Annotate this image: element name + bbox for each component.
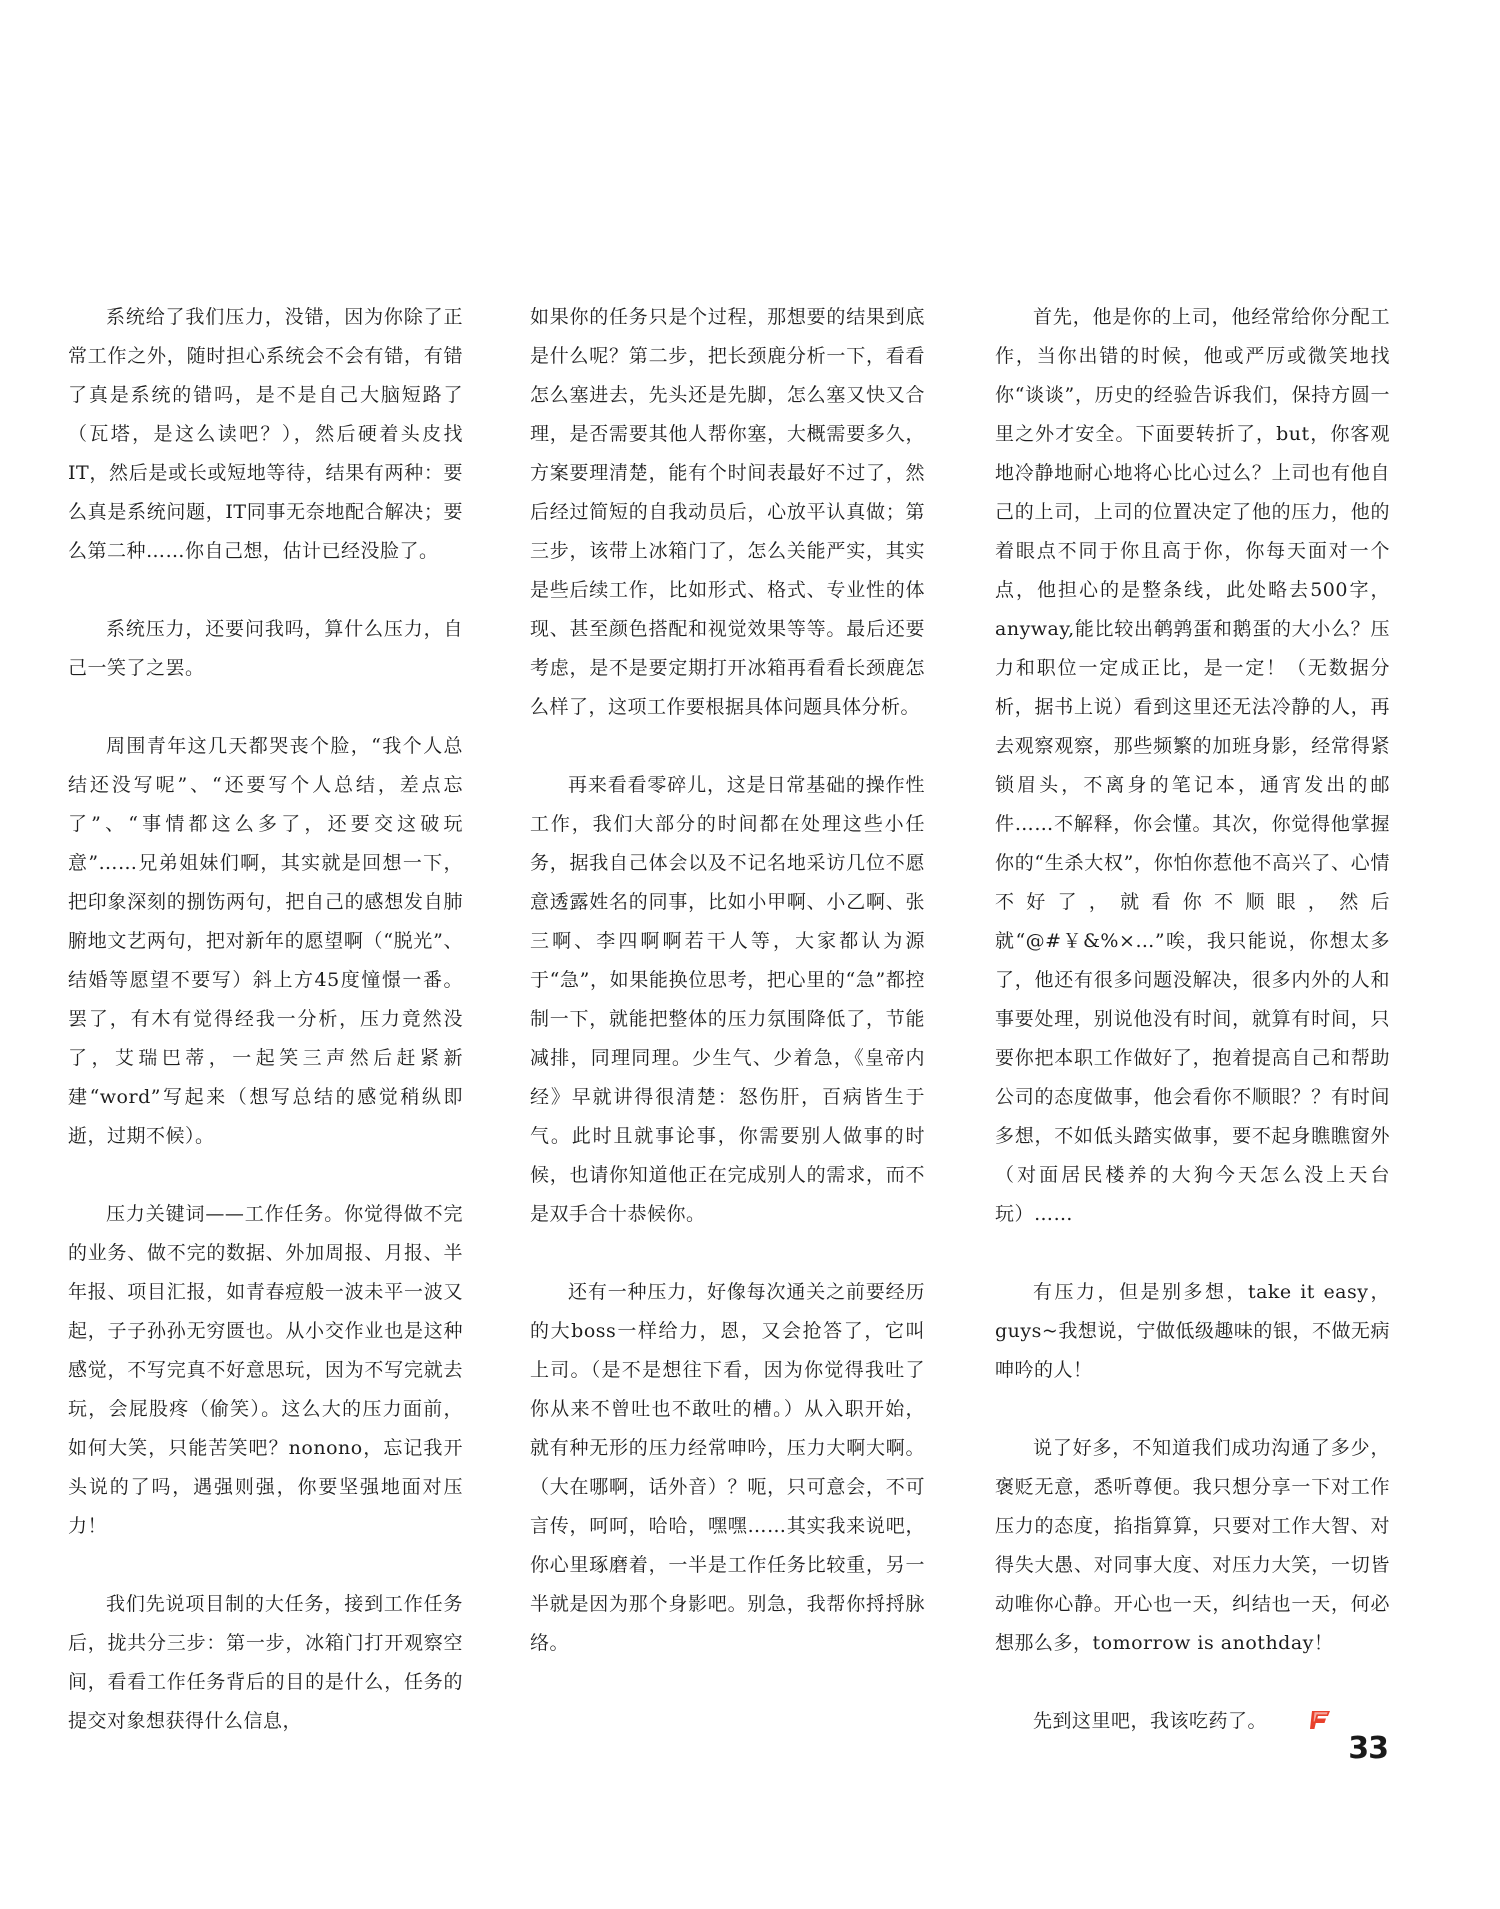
paragraph: 再来看看零碎儿，这是日常基础的操作性工作，我们大部分的时间都在处理这些小任务，据我自己体会以及不记名地采访几位不愿意透露姓名的同事，比如小甲啊、小乙啊、张三啊、李四啊啊若干人等，大家都认为源于“急”，如果能换位思考，把心里的“急”都控制一下，就能把整体的压力氛围降低了，节能减排，同理同理。少生气、少着急，《皇帝内经》早就讲得很清楚：怒伤肝，百病皆生于气。此时且就事论事，你需要别人做事的时候，也请你知道他正在完成别人的需求，而不是双手合十恭候你。 bbox=[530, 774, 925, 1225]
text-column-3 bbox=[995, 298, 1390, 1741]
paragraph: 压力关键词——工作任务。你觉得做不完的业务、做不完的数据、外加周报、月报、半年报、项目汇报，如青春痘般一波未平一波又起，子子孙孙无穷匮也。从小交作业也是这种感觉，不写完真不好意思玩，因为不写完就去玩，会屁股疼（偷笑）。这么大的压力面前，如何大笑，只能苦笑吧？nonono，忘记我开头说的了吗，遇强则强，你要坚强地面对压力！ bbox=[68, 1203, 463, 1537]
paragraph: 系统给了我们压力，没错，因为你除了正常工作之外，随时担心系统会不会有错，有错了真是系统的错吗，是不是自己大脑短路了（瓦塔，是这么读吧？），然后硬着头皮找IT，然后是或长或短地等待，结果有两种：要么真是系统问题，IT同事无奈地配合解决；要么第二种……你自己想，估计已经没脸了。 bbox=[68, 306, 463, 562]
closing-text: 先到这里吧，我该吃药了。 bbox=[1033, 1710, 1268, 1732]
paragraph: 有压力，但是别多想，take it easy，guys~我想说，宁做低级趣味的银，不做无病呻吟的人！ bbox=[995, 1281, 1390, 1381]
text-column-2 bbox=[530, 298, 925, 1663]
paragraph: 还有一种压力，好像每次通关之前要经历的大boss一样给力，恩，又会抢答了，它叫上司。（是不是想往下看，因为你觉得我吐了你从来不曾吐也不敢吐的槽。）从入职开始，就有种无形的压力经常呻吟，压力大啊大啊。（大在哪啊，话外音）？呃，只可意会，不可言传，呵呵，哈哈，嘿嘿……其实我来说吧，你心里琢磨着，一半是工作任务比较重，另一半就是因为那个身影吧。别急，我帮你捋捋脉络。 bbox=[530, 1281, 925, 1654]
paragraph: 系统压力，还要问我吗，算什么压力，自己一笑了之罢。 bbox=[68, 618, 463, 679]
text-column-1 bbox=[68, 298, 463, 1741]
paragraph: 首先，他是你的上司，他经常给你分配工作，当你出错的时候，他或严厉或微笑地找你“谈谈”，历史的经验告诉我们，保持方圆一里之外才安全。下面要转折了，but，你客观地冷静地耐心地将心比心过么？上司也有他自己的上司，上司的位置决定了他的压力，他的着眼点不同于你且高于你，你每天面对一个点，他担心的是整条线，此处略去500字，anyway,能比较出鹌鹑蛋和鹅蛋的大小么？压力和职位一定成正比，是一定！（无数据分析，据书上说）看到这里还无法冷静的人，再去观察观察，那些频繁的加班身影，经常得紧锁眉头，不离身的笔记本，通宵发出的邮件……不解释，你会懂。其次，你觉得他掌握你的“生杀大权”，你怕你惹他不高兴了、心情不好了，就看你不顺眼，然后就“@#￥&%×…”唉，我只能说，你想太多了，他还有很多问题没解决，很多内外的人和事要处理，别说他没有时间，就算有时间，只要你把本职工作做好了，抱着提高自己和帮助公司的态度做事，他会看你不顺眼？？有时间多想，不如低头踏实做事，要不起身瞧瞧窗外（对面居民楼养的大狗今天怎么没上天台玩）…… bbox=[995, 306, 1390, 1225]
page-number: 33 bbox=[1348, 1731, 1388, 1766]
magazine-logo-icon bbox=[1271, 1706, 1295, 1728]
closing-paragraph bbox=[995, 1702, 1390, 1741]
paragraph-continued: 如果你的任务只是个过程，那想要的结果到底是什么呢？第二步，把长颈鹿分析一下，看看怎么塞进去，先头还是先脚，怎么塞又快又合理，是否需要其他人帮你塞，大概需要多久，方案要理清楚，能有个时间表最好不过了，然后经过简短的自我动员后，心放平认真做；第三步，该带上冰箱门了，怎么关能严实，其实是些后续工作，比如形式、格式、专业性的体现、甚至颜色搭配和视觉效果等等。最后还要考虑，是不是要定期打开冰箱再看看长颈鹿怎么样了，这项工作要根据具体问题具体分析。 bbox=[530, 306, 925, 718]
paragraph: 说了好多，不知道我们成功沟通了多少，褒贬无意，悉听尊便。我只想分享一下对工作压力的态度，掐指算算，只要对工作大智、对得失大愚、对同事大度、对压力大笑，一切皆动唯你心静。开心也一天，纠结也一天，何必想那么多，tomorrow is anothday！ bbox=[995, 1437, 1390, 1654]
paragraph: 我们先说项目制的大任务，接到工作任务后，拢共分三步：第一步，冰箱门打开观察空间，看看工作任务背后的目的是什么，任务的提交对象想获得什么信息， bbox=[68, 1593, 463, 1732]
paragraph: 周围青年这几天都哭丧个脸，“我个人总结还没写呢”、“还要写个人总结，差点忘了”、“事情都这么多了，还要交这破玩意”……兄弟姐妹们啊，其实就是回想一下，把印象深刻的捌饬两句，把自己的感想发自肺腑地文艺两句，把对新年的愿望啊（“脱光”、结婚等愿望不要写）斜上方45度憧憬一番。罢了，有木有觉得经我一分析，压力竟然没了，艾瑞巴蒂，一起笑三声然后赶紧新建“word”写起来（想写总结的感觉稍纵即逝，过期不候）。 bbox=[68, 735, 463, 1147]
